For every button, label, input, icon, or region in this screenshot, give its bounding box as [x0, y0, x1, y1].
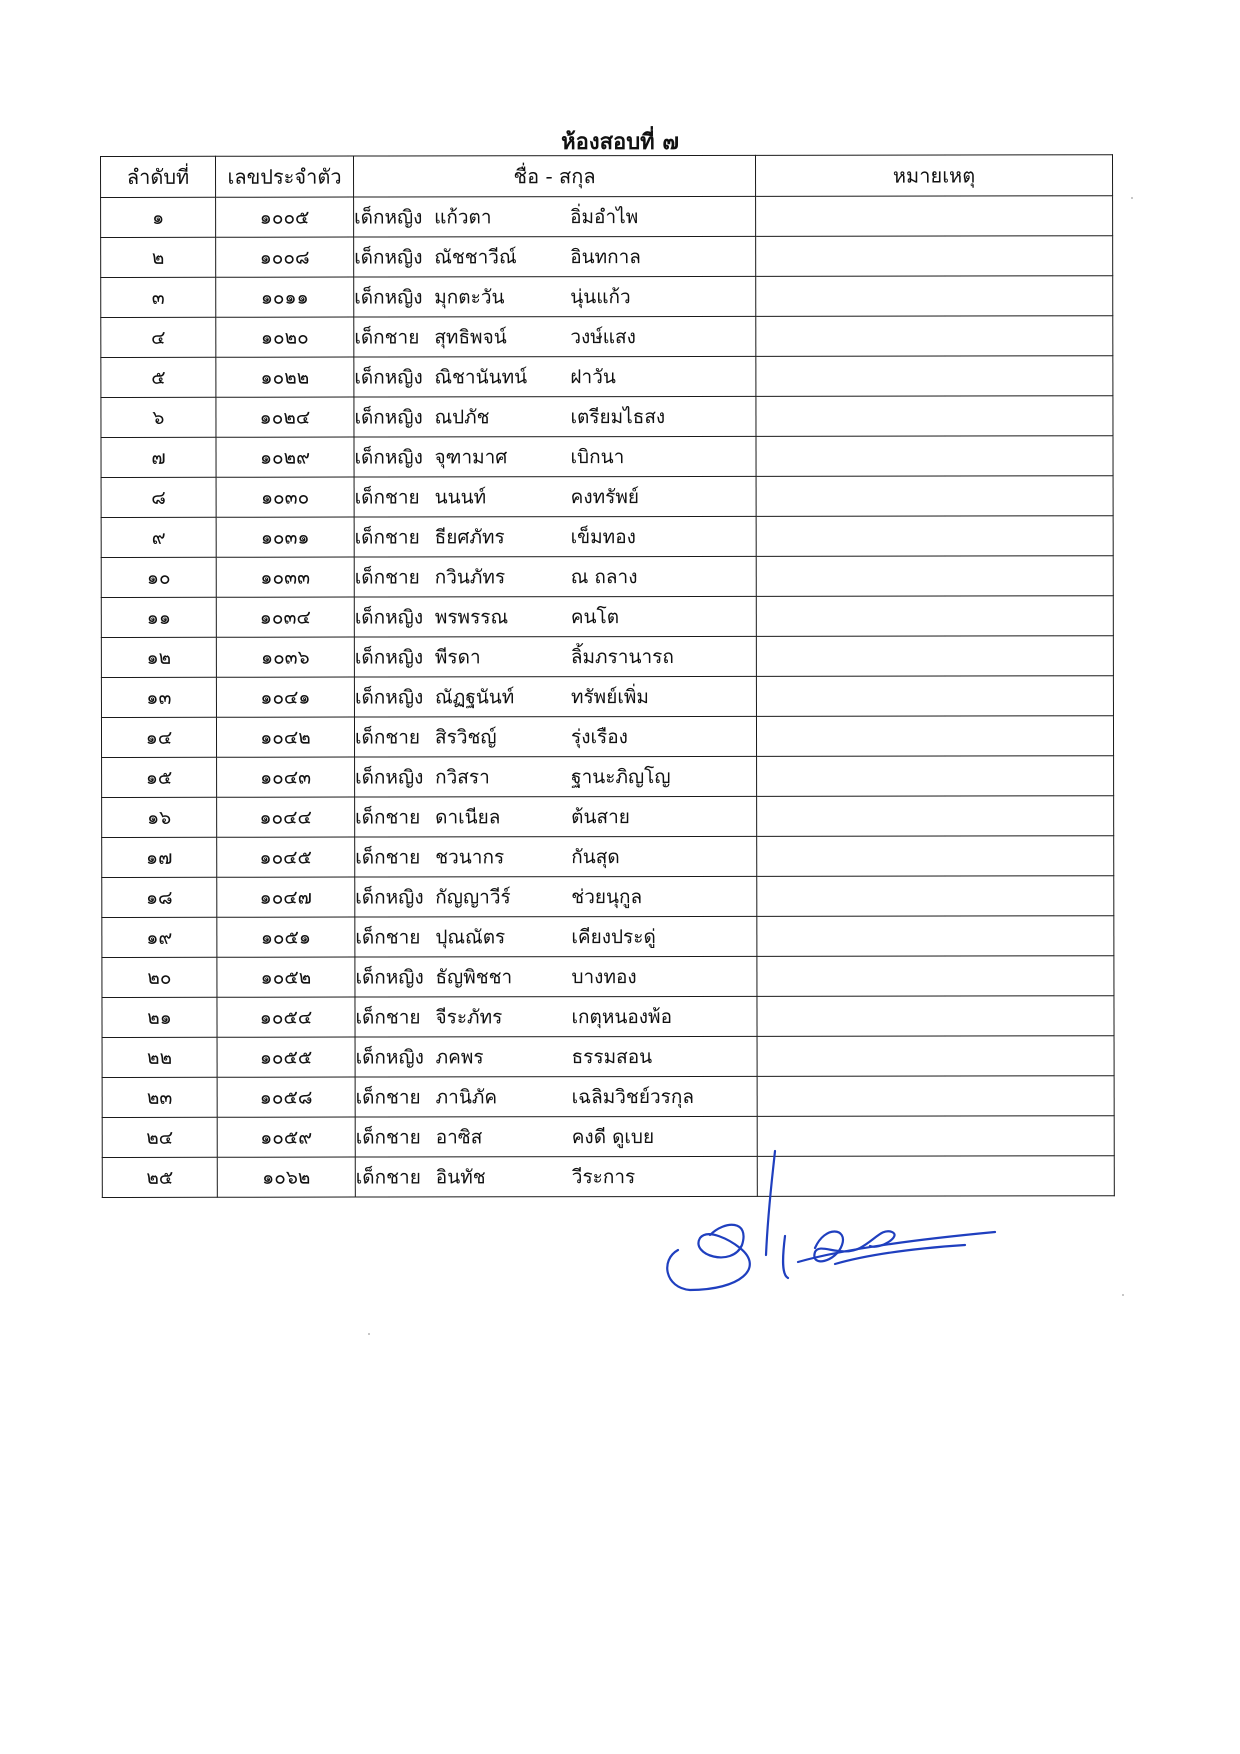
row-id-cell: ๑๐๔๗ [217, 877, 355, 917]
row-order-cell: ๘ [101, 477, 216, 517]
row-name-cell [354, 436, 756, 477]
row-name-cell [354, 596, 756, 637]
first-name: กวินภัทร [434, 565, 506, 588]
scan-speck [1131, 197, 1133, 199]
first-name: ธียศภัทร [434, 525, 505, 548]
table-row [101, 476, 1113, 518]
name-prefix: เด็กชาย [355, 1165, 421, 1189]
row-id-cell: ๑๐๓๖ [216, 637, 354, 677]
row-order-cell: ๒ [101, 237, 216, 277]
row-remark-cell [756, 676, 1113, 717]
last-name: คงดี ดูเบย [571, 1125, 655, 1148]
row-order-cell: ๒๐ [102, 957, 217, 997]
row-order-cell: ๑๘ [102, 877, 217, 917]
last-name: ฝาวัน [570, 365, 616, 388]
row-remark-cell [756, 316, 1113, 357]
name-prefix: เด็กหญิง [354, 365, 423, 389]
table-body [101, 196, 1115, 1198]
last-name: เข็มทอง [570, 525, 636, 548]
table-row [101, 436, 1113, 478]
first-name: ดาเนียล [435, 805, 501, 828]
name-prefix: เด็กหญิง [354, 285, 423, 309]
row-id-cell: ๑๐๕๒ [217, 957, 355, 997]
last-name: คนโต [570, 605, 620, 628]
first-name: พีรดา [434, 645, 481, 668]
table-row [101, 316, 1113, 358]
first-name: นนนท์ [434, 485, 487, 508]
column-header-name: ชื่อ - สกุล [354, 155, 756, 197]
row-id-cell: ๑๐๕๙ [217, 1117, 355, 1157]
last-name: เบิกนา [570, 445, 625, 468]
row-id-cell: ๑๐๕๑ [217, 917, 355, 957]
last-name: ช่วยนุกูล [571, 885, 643, 908]
row-name-cell [354, 196, 756, 237]
row-remark-cell [756, 516, 1113, 557]
row-id-cell: ๑๐๓๓ [216, 557, 354, 597]
name-prefix: เด็กชาย [355, 805, 421, 829]
row-order-cell: ๒๒ [102, 1037, 217, 1077]
row-remark-cell [757, 956, 1114, 997]
table-row [101, 596, 1113, 638]
row-id-cell: ๑๐๔๓ [217, 757, 355, 797]
name-prefix: เด็กชาย [354, 485, 420, 509]
row-id-cell: ๑๐๐๕ [216, 197, 354, 237]
last-name: ธรรมสอน [571, 1045, 653, 1068]
row-name-cell [355, 1076, 757, 1117]
row-order-cell: ๑๐ [101, 557, 216, 597]
last-name: ฐานะภิญโญ [571, 765, 671, 788]
row-name-cell [355, 956, 757, 997]
row-remark-cell [756, 556, 1113, 597]
last-name: วงษ์แสง [570, 325, 636, 348]
table-row [102, 1076, 1114, 1118]
name-prefix: เด็กหญิง [354, 405, 423, 429]
row-order-cell: ๒๑ [102, 997, 217, 1037]
last-name: รุ่งเรือง [570, 725, 628, 748]
row-remark-cell [756, 236, 1113, 277]
name-prefix: เด็กชาย [354, 325, 420, 349]
row-name-cell [354, 676, 756, 717]
table-row [102, 756, 1114, 798]
row-name-cell [354, 316, 756, 357]
name-prefix: เด็กชาย [355, 1085, 421, 1109]
last-name: วีระการ [571, 1165, 636, 1188]
row-name-cell [354, 476, 756, 517]
row-name-cell [355, 756, 757, 797]
row-remark-cell [757, 756, 1114, 797]
table-row [101, 396, 1113, 438]
page-title: ห้องสอบที่ ๗ [561, 130, 679, 155]
last-name: อิ่มอำไพ [570, 205, 639, 228]
table-row [101, 556, 1113, 598]
row-id-cell: ๑๐๓๑ [216, 517, 354, 557]
first-name: มุกตะวัน [434, 285, 505, 308]
first-name: แก้วตา [434, 205, 492, 228]
row-name-cell [354, 356, 756, 397]
name-prefix: เด็กหญิง [355, 885, 424, 909]
scan-speck [1122, 1294, 1124, 1296]
first-name: ภานิภัค [435, 1085, 498, 1108]
table-row [101, 356, 1113, 398]
name-prefix: เด็กชาย [354, 725, 421, 749]
row-remark-cell [756, 596, 1113, 637]
row-name-cell [354, 636, 756, 677]
table-row [102, 996, 1114, 1038]
first-name: ภคพร [435, 1045, 484, 1068]
row-order-cell: ๑๗ [102, 837, 217, 877]
row-remark-cell [757, 1076, 1114, 1117]
row-name-cell [354, 716, 756, 757]
first-name: อาซิส [435, 1125, 483, 1148]
row-order-cell: ๑๒ [101, 637, 216, 677]
row-remark-cell [757, 796, 1114, 837]
table-row [101, 276, 1113, 318]
row-name-cell [354, 516, 756, 557]
first-name: ณัฏฐนันท์ [434, 685, 515, 708]
last-name: เคียงประดู่ [571, 925, 656, 948]
row-remark-cell [757, 996, 1114, 1037]
row-order-cell: ๑๙ [102, 917, 217, 957]
row-order-cell: ๓ [101, 277, 216, 317]
name-prefix: เด็กหญิง [354, 205, 423, 229]
row-order-cell: ๑ [101, 197, 216, 237]
row-id-cell: ๑๐๒๙ [216, 437, 354, 477]
row-name-cell [354, 276, 756, 317]
name-prefix: เด็กหญิง [354, 445, 423, 469]
last-name: ทรัพย์เพิ่ม [570, 685, 649, 708]
row-remark-cell [757, 1036, 1114, 1077]
row-id-cell: ๑๐๔๔ [217, 797, 355, 837]
row-name-cell [354, 556, 756, 597]
row-remark-cell [757, 836, 1114, 877]
row-remark-cell [756, 276, 1113, 317]
first-name: อินทัช [435, 1165, 486, 1188]
name-prefix: เด็กชาย [355, 1125, 421, 1149]
row-order-cell: ๗ [101, 437, 216, 477]
row-order-cell: ๙ [101, 517, 216, 557]
row-remark-cell [757, 916, 1114, 957]
last-name: คงทรัพย์ [570, 485, 639, 508]
row-id-cell: ๑๐๒๒ [216, 357, 354, 397]
first-name: ธัญพิชชา [435, 965, 513, 988]
row-id-cell: ๑๐๕๔ [217, 997, 355, 1037]
name-prefix: เด็กชาย [355, 925, 421, 949]
row-order-cell: ๑๓ [101, 677, 216, 717]
row-name-cell [355, 996, 757, 1037]
last-name: กันสุด [571, 845, 620, 868]
row-remark-cell [756, 716, 1113, 757]
last-name: เฉลิมวิชย์วรกุล [571, 1085, 694, 1108]
table-row [101, 636, 1113, 678]
last-name: อินทกาล [570, 245, 641, 268]
row-remark-cell [756, 196, 1113, 237]
first-name: กัญญาวีร์ [435, 885, 511, 908]
last-name: บางทอง [571, 965, 637, 988]
row-remark-cell [756, 436, 1113, 477]
row-id-cell: ๑๐๔๒ [216, 717, 354, 757]
row-name-cell [355, 1036, 757, 1077]
exam-room-table [100, 154, 1115, 1198]
first-name: ณปภัช [434, 405, 490, 428]
table-row [102, 836, 1114, 878]
table-row [101, 676, 1113, 718]
row-remark-cell [756, 476, 1113, 517]
scan-speck [368, 1333, 370, 1335]
row-name-cell [355, 796, 757, 837]
row-id-cell: ๑๐๔๑ [216, 677, 354, 717]
row-name-cell [355, 876, 757, 917]
first-name: จุฑามาศ [434, 445, 508, 468]
first-name: จีระภัทร [435, 1005, 503, 1028]
last-name: ต้นสาย [571, 805, 630, 828]
name-prefix: เด็กหญิง [355, 965, 424, 989]
name-prefix: เด็กหญิง [355, 1045, 424, 1069]
row-order-cell: ๖ [101, 397, 216, 437]
row-remark-cell [756, 356, 1113, 397]
row-id-cell: ๑๐๒๔ [216, 397, 354, 437]
row-order-cell: ๔ [101, 317, 216, 357]
row-id-cell: ๑๐๐๘ [216, 237, 354, 277]
row-name-cell [355, 916, 757, 957]
row-name-cell [355, 836, 757, 877]
row-id-cell: ๑๐๖๒ [217, 1157, 355, 1197]
row-order-cell: ๕ [101, 357, 216, 397]
column-header-remark: หมายเหตุ [755, 155, 1112, 197]
last-name: ณ ถลาง [570, 565, 638, 588]
row-order-cell: ๑๑ [101, 597, 216, 637]
table-row [101, 516, 1113, 558]
first-name: กวิสรา [435, 765, 490, 788]
row-order-cell: ๑๔ [101, 717, 216, 757]
row-order-cell: ๑๖ [102, 797, 217, 837]
row-remark-cell [757, 876, 1114, 917]
name-prefix: เด็กหญิง [354, 685, 424, 709]
first-name: พรพรรณ [434, 605, 509, 628]
first-name: สิรวิชญ์ [434, 725, 497, 748]
first-name: ชวนากร [435, 845, 505, 868]
row-id-cell: ๑๐๓๐ [216, 477, 354, 517]
name-prefix: เด็กชาย [354, 565, 420, 589]
first-name: ปุณณัตร [435, 925, 506, 948]
table-row [101, 716, 1113, 758]
row-id-cell: ๑๐๓๔ [216, 597, 354, 637]
name-prefix: เด็กหญิง [354, 605, 424, 629]
name-prefix: เด็กหญิง [354, 645, 424, 669]
first-name: ณิชานันทน์ [434, 365, 528, 388]
table-row [102, 916, 1114, 958]
row-order-cell: ๒๔ [102, 1117, 217, 1157]
row-order-cell: ๒๕ [102, 1157, 217, 1197]
row-name-cell [354, 236, 756, 277]
name-prefix: เด็กชาย [354, 525, 420, 549]
row-id-cell: ๑๐๕๕ [217, 1037, 355, 1077]
name-prefix: เด็กชาย [355, 1005, 421, 1029]
table-row [101, 196, 1113, 238]
row-id-cell: ๑๐๒๐ [216, 317, 354, 357]
row-remark-cell [756, 636, 1113, 677]
row-id-cell: ๑๐๑๑ [216, 277, 354, 317]
table-header-row [101, 155, 1113, 198]
table-row [101, 236, 1113, 278]
last-name: เกตุหนองพ้อ [571, 1005, 673, 1028]
signature [670, 1150, 1010, 1310]
last-name: ลิ้มภรานารถ [570, 645, 674, 668]
row-order-cell: ๑๕ [102, 757, 217, 797]
last-name: นุ่นแก้ว [570, 285, 631, 308]
column-header-order: ลำดับที่ [101, 156, 216, 197]
first-name: สุทธิพจน์ [434, 325, 507, 348]
row-remark-cell [756, 396, 1113, 437]
table-row [102, 1036, 1114, 1078]
row-id-cell: ๑๐๔๕ [217, 837, 355, 877]
name-prefix: เด็กหญิง [354, 245, 423, 269]
table-row [102, 796, 1114, 838]
name-prefix: เด็กหญิง [355, 765, 424, 789]
column-header-id: เลขประจำตัว [216, 156, 354, 197]
first-name: ณัชชาวีณ์ [434, 245, 517, 268]
row-order-cell: ๒๓ [102, 1077, 217, 1117]
row-name-cell [354, 396, 756, 437]
table-row [102, 956, 1114, 998]
row-id-cell: ๑๐๕๘ [217, 1077, 355, 1117]
last-name: เตรียมไธสง [570, 405, 666, 428]
name-prefix: เด็กชาย [355, 845, 421, 869]
table-row [102, 876, 1114, 918]
